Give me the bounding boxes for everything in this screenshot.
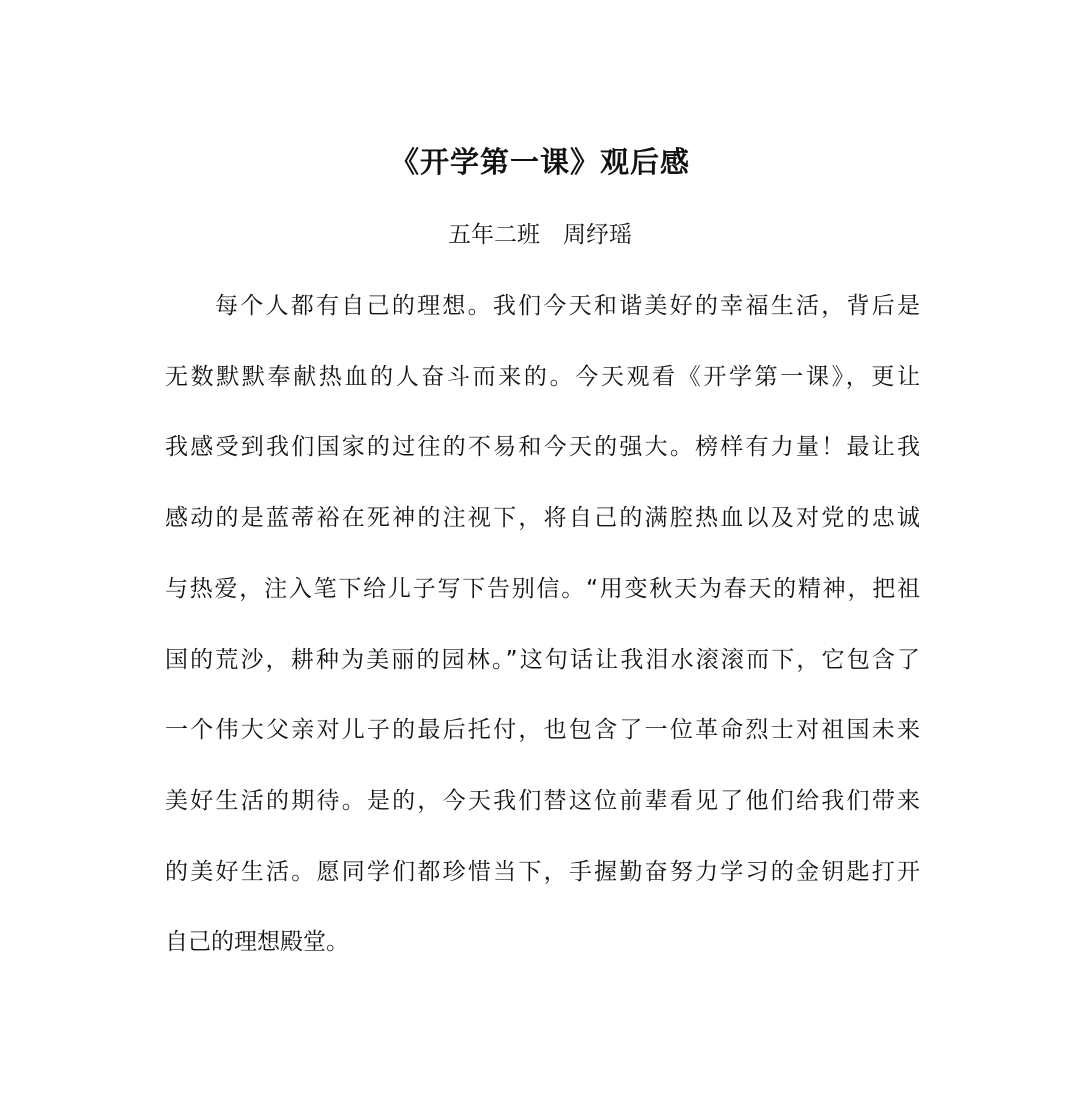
body-line: 国的荒沙，耕种为美丽的园林。”这句话让我泪水滚滚而下，它包含了 — [165, 647, 920, 673]
document-title: 《开学第一课》观后感 — [389, 145, 690, 179]
body-line: 一个伟大父亲对儿子的最后托付，也包含了一位革命烈士对祖国未来 — [165, 717, 920, 743]
body-line: 无数默默奉献热血的人奋斗而来的。今天观看《开学第一课》，更让 — [165, 364, 920, 390]
body-line: 美好生活的期待。是的，今天我们替这位前辈看见了他们给我们带来 — [165, 788, 920, 814]
document-body — [165, 0, 920, 1111]
author-line: 五年二班 周纾瑶 — [448, 222, 632, 248]
body-line: 感动的是蓝蒂裕在死神的注视下，将自己的满腔热血以及对党的忠诚 — [165, 505, 920, 531]
body-line: 的美好生活。愿同学们都珍惜当下，手握勤奋努力学习的金钥匙打开 — [165, 859, 920, 885]
body-line: 自己的理想殿堂。 — [165, 929, 349, 955]
body-line: 与热爱，注入笔下给儿子写下告别信。“用变秋天为春天的精神，把祖 — [165, 576, 920, 602]
body-line: 我感受到我们国家的过往的不易和今天的强大。榜样有力量！最让我 — [165, 434, 920, 460]
body-line: 每个人都有自己的理想。我们今天和谐美好的幸福生活，背后是 — [215, 293, 920, 319]
